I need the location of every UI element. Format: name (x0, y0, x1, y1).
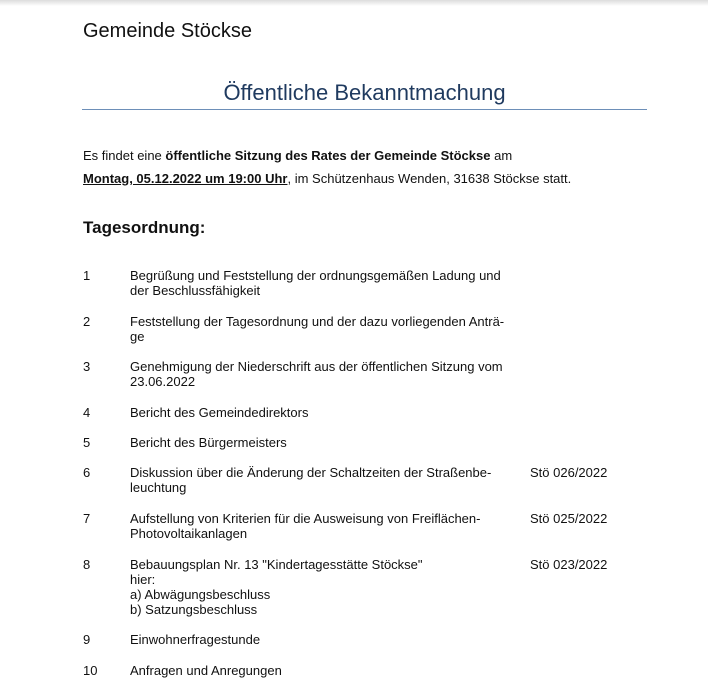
agenda-item-number: 4 (83, 405, 91, 420)
agenda-item-line: Bebauungsplan Nr. 13 "Kindertagesstätte Stöckse" (130, 557, 423, 572)
agenda-item-line: Begrüßung und Feststellung der ordnungsgemäßen Ladung und (130, 268, 501, 283)
agenda-item-text (130, 314, 530, 344)
agenda-item-reference: Stö 025/2022 (530, 511, 608, 526)
organization-name: Gemeinde Stöckse (83, 20, 252, 42)
intro-prefix: Es findet eine (83, 148, 166, 163)
meeting-location: , im Schützenhaus Wenden, 31638 Stöckse statt. (287, 171, 572, 186)
agenda-item-line: Anfragen und Anregungen (130, 663, 282, 678)
agenda-item-text (130, 405, 530, 420)
page-top-shadow (0, 0, 708, 6)
intro-line-2 (83, 167, 571, 190)
agenda-item-reference: Stö 023/2022 (530, 557, 608, 572)
intro-suffix: am (490, 148, 513, 163)
meeting-type: öffentliche Sitzung des Rates der Gemeinde Stöckse (165, 148, 491, 163)
agenda-item-reference: Stö 026/2022 (530, 465, 608, 480)
meeting-date-time: Montag, 05.12.2022 um 19:00 Uhr (83, 171, 288, 186)
agenda-item-text (130, 435, 530, 450)
agenda-item-number: 8 (83, 557, 91, 572)
agenda-item-line: leuchtung (130, 480, 187, 495)
agenda-item-line: Feststellung der Tagesordnung und der dazu vorliegenden Anträ- (130, 314, 505, 329)
agenda-item-line: b) Satzungsbeschluss (130, 602, 258, 617)
agenda-item-number: 1 (83, 268, 91, 283)
agenda-item-line: 23.06.2022 (130, 374, 196, 389)
agenda-item-text (130, 359, 530, 389)
agenda-item-number: 5 (83, 435, 91, 450)
agenda-item-text (130, 557, 530, 617)
agenda-item-line: Einwohnerfragestunde (130, 632, 261, 647)
agenda-item-number: 6 (83, 465, 91, 480)
agenda-item-line: ge (130, 329, 145, 344)
agenda-item-number: 7 (83, 511, 91, 526)
agenda-item-line: Bericht des Gemeindedirektors (130, 405, 309, 420)
agenda-item-line: a) Abwägungsbeschluss (130, 587, 271, 602)
agenda-item-line: Diskussion über die Änderung der Schaltzeiten der Straßenbe- (130, 465, 492, 480)
agenda-item-text (130, 511, 530, 541)
agenda-item-number: 2 (83, 314, 91, 329)
agenda-item-number: 9 (83, 632, 91, 647)
title-divider (82, 109, 647, 110)
agenda-item-line: Photovoltaikanlagen (130, 526, 248, 541)
agenda-item-line: der Beschlussfähigkeit (130, 283, 261, 298)
agenda-item-number: 10 (83, 663, 98, 678)
agenda-item-line: Bericht des Bürgermeisters (130, 435, 287, 450)
page-title: Öffentliche Bekanntmachung (223, 80, 506, 105)
agenda-item-text (130, 663, 530, 678)
agenda-item-text (130, 268, 530, 298)
agenda-item-line: Genehmigung der Niederschrift aus der öffentlichen Sitzung vom (130, 359, 503, 374)
agenda-item-line: hier: (130, 572, 156, 587)
agenda-item-number: 3 (83, 359, 91, 374)
agenda-item-text (130, 632, 530, 647)
agenda-item-text (130, 465, 530, 495)
intro-line-1 (83, 144, 571, 167)
agenda-title: Tagesordnung: (83, 218, 206, 237)
intro-paragraph (83, 144, 571, 190)
agenda-item-line: Aufstellung von Kriterien für die Ausweisung von Freiflächen- (130, 511, 481, 526)
